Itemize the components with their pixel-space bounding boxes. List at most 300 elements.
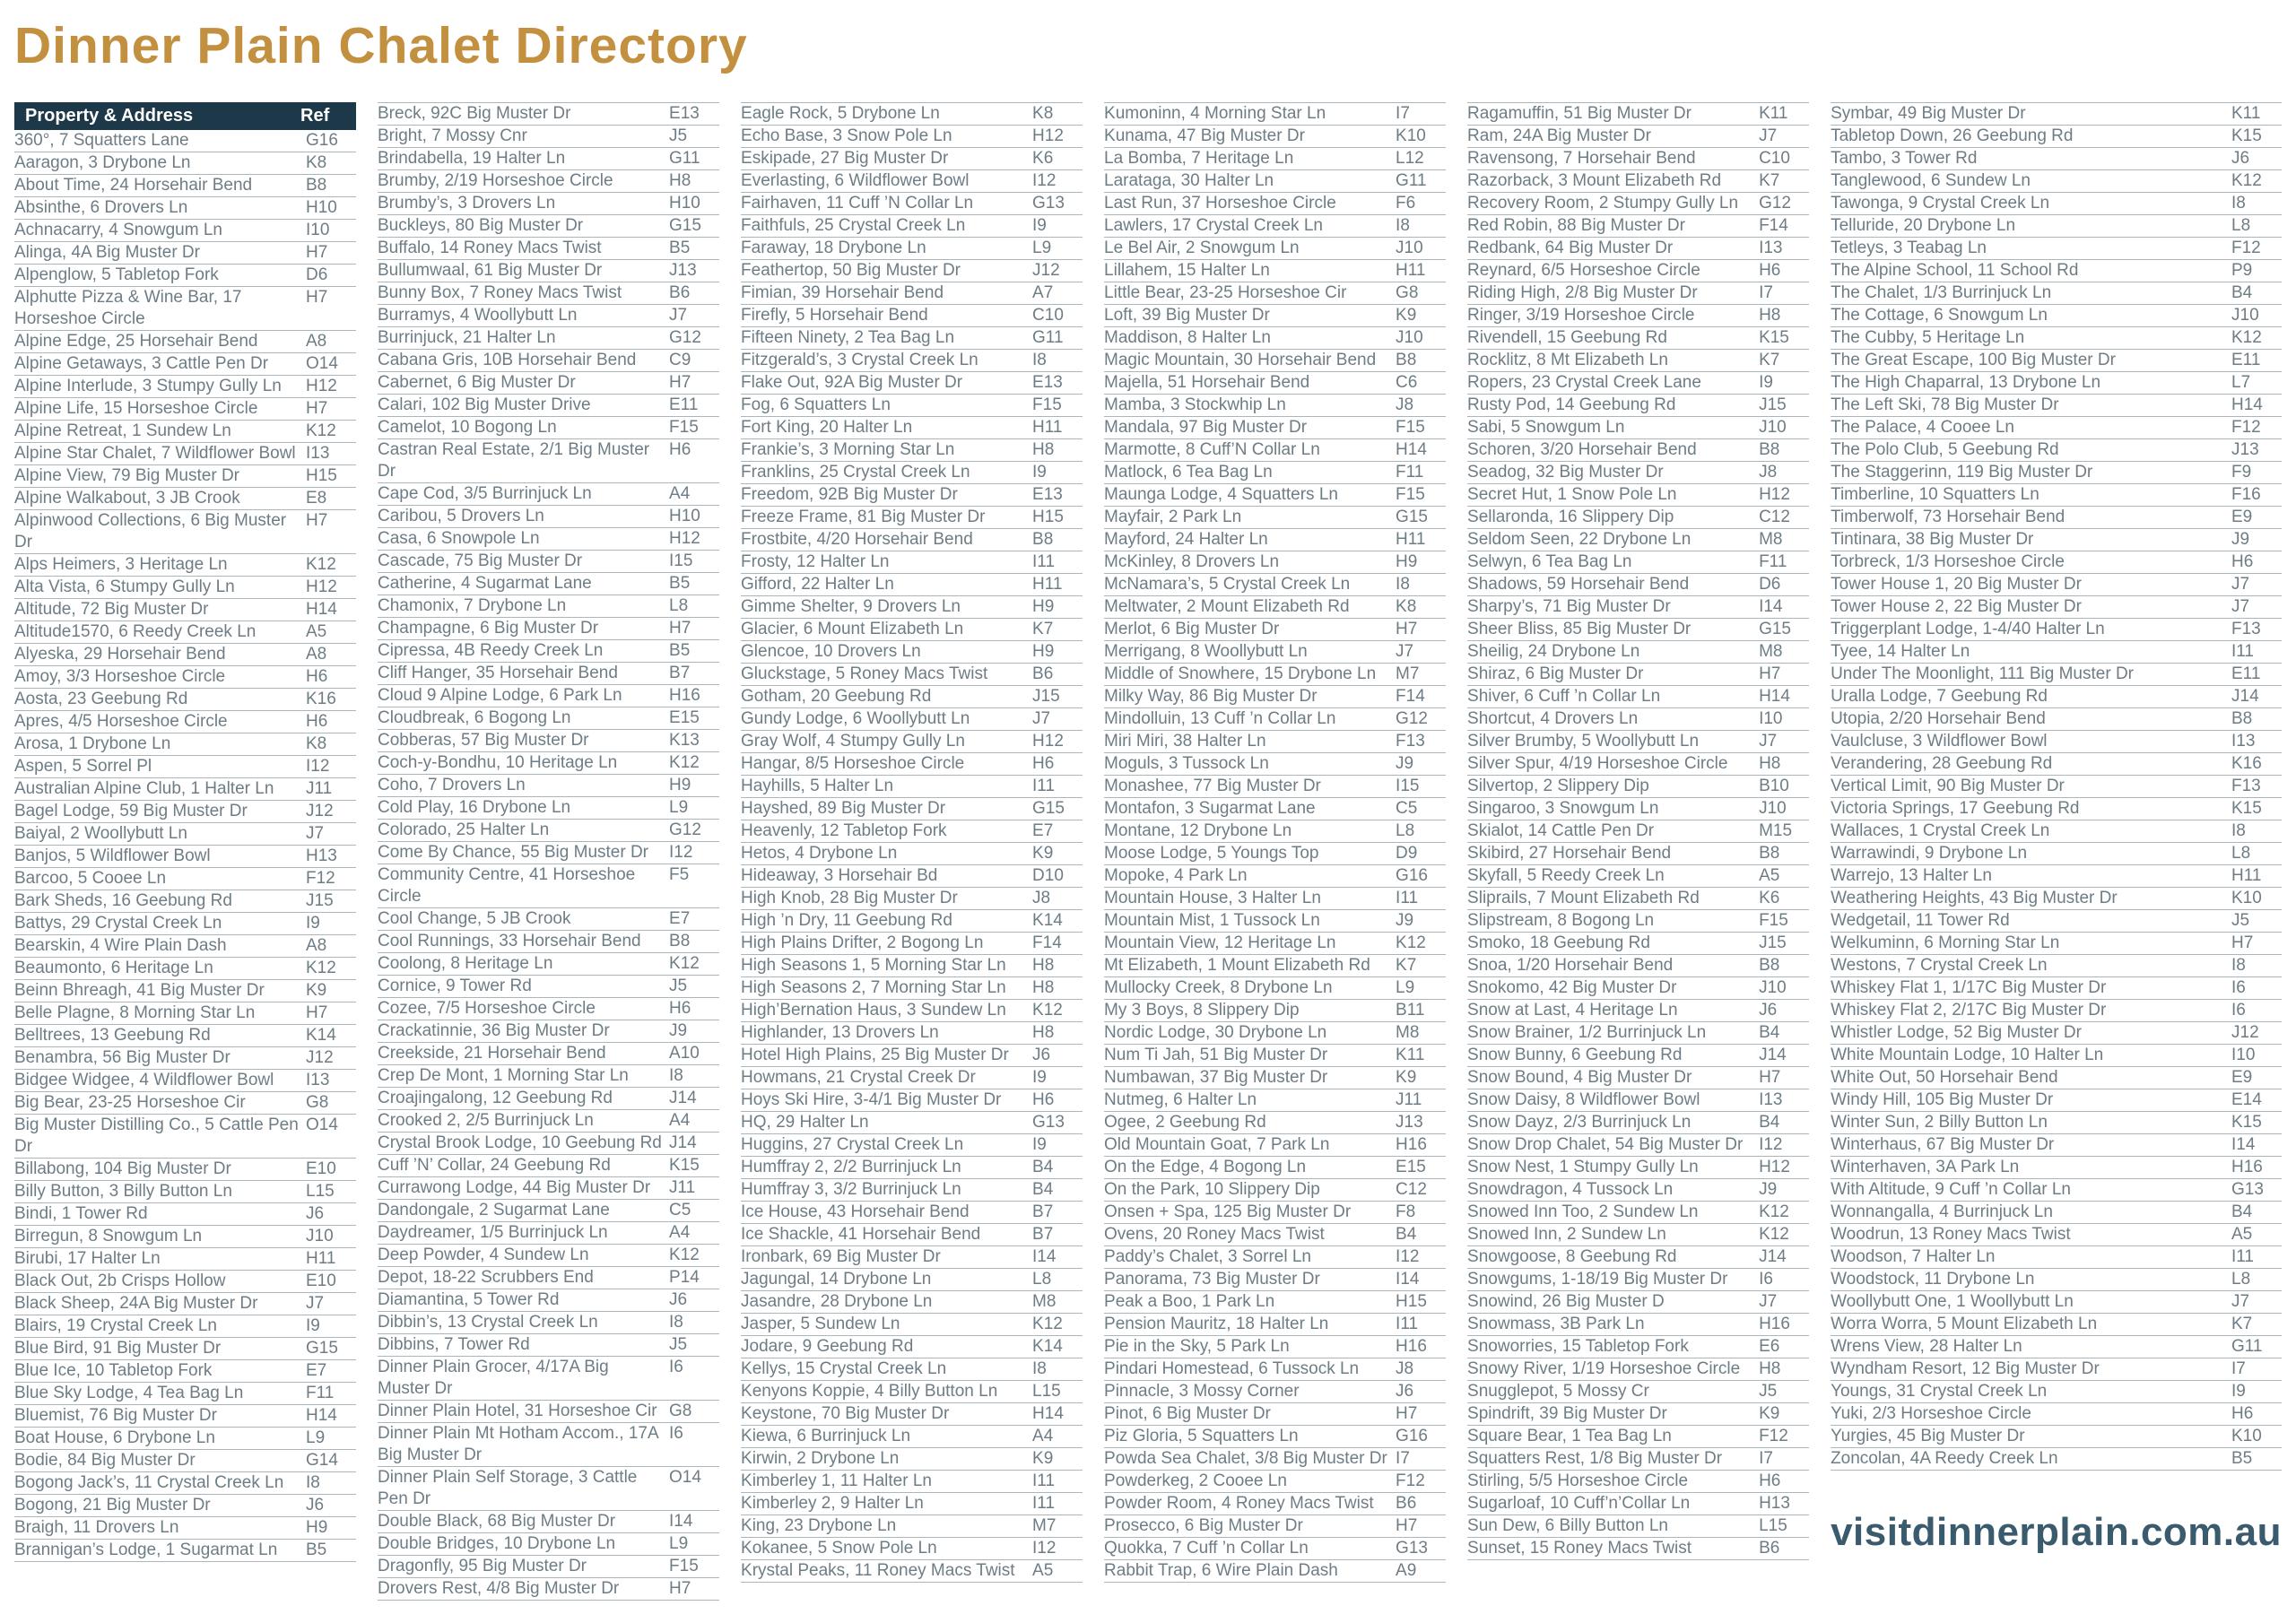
property-name: Sugarloaf, 10 Cuff’n’Collar Ln <box>1467 1494 1691 1513</box>
grid-ref: J7 <box>2231 1292 2250 1311</box>
directory-row <box>741 551 1083 574</box>
grid-ref: M7 <box>1032 1516 1057 1535</box>
directory-row <box>1831 753 2282 776</box>
property-name: Faraway, 18 Drybone Ln <box>741 239 926 257</box>
directory-row <box>378 148 719 170</box>
property-name: Wonnangalla, 4 Burrinjuck Ln <box>1831 1202 2053 1221</box>
grid-ref: H12 <box>1759 485 1790 504</box>
grid-ref: J15 <box>1759 395 1787 414</box>
directory-row <box>1467 484 1809 507</box>
property-name: High Plains Drifter, 2 Bogong Ln <box>741 933 984 952</box>
property-name: Wedgetail, 11 Tower Rd <box>1831 911 2010 930</box>
property-name: Snowgums, 1-18/19 Big Muster Dr <box>1467 1270 1728 1289</box>
property-name: Billy Button, 3 Billy Button Ln <box>14 1182 232 1201</box>
property-name: Cold Play, 16 Drybone Ln <box>378 798 571 817</box>
property-name: Tower House 1, 20 Big Muster Dr <box>1831 575 2082 594</box>
directory-row <box>1831 1134 2282 1157</box>
grid-ref: E13 <box>1032 485 1063 504</box>
grid-ref: L9 <box>669 798 689 817</box>
property-name: Snow Brainer, 1/2 Burrinjuck Ln <box>1467 1023 1707 1042</box>
grid-ref: H16 <box>2231 1158 2263 1176</box>
property-name: Snowed Inn, 2 Sundew Ln <box>1467 1225 1666 1244</box>
directory-row <box>378 864 719 908</box>
grid-ref: H7 <box>1396 1404 1418 1423</box>
grid-ref: J7 <box>1759 1292 1778 1311</box>
property-name: Whistler Lodge, 52 Big Muster Dr <box>1831 1023 2082 1042</box>
grid-ref: J12 <box>1032 261 1060 280</box>
directory-row <box>1831 1045 2282 1067</box>
grid-ref: L15 <box>1032 1382 1061 1401</box>
grid-ref: F13 <box>2231 620 2261 638</box>
grid-ref: H11 <box>1396 261 1426 280</box>
directory-row <box>1831 1112 2282 1134</box>
grid-ref: F9 <box>2231 463 2252 482</box>
directory-row <box>1831 103 2282 126</box>
grid-ref: H15 <box>1032 508 1064 526</box>
directory-row <box>1467 238 1809 260</box>
directory-row <box>1104 664 1446 686</box>
property-name: Hetos, 4 Drybone Ln <box>741 844 898 863</box>
directory-row <box>1104 260 1446 282</box>
grid-ref: I8 <box>1396 216 1410 235</box>
directory-row <box>14 1360 356 1383</box>
directory-row <box>741 1291 1083 1314</box>
directory-row <box>741 1134 1083 1157</box>
directory-row <box>378 752 719 775</box>
directory-row <box>741 1022 1083 1045</box>
grid-ref: H6 <box>2231 1404 2254 1423</box>
property-name: Marmotte, 8 Cuff’N Collar Ln <box>1104 440 1320 459</box>
property-name: Brindabella, 19 Halter Ln <box>378 149 566 168</box>
property-name: Frostbite, 4/20 Horsehair Bend <box>741 530 973 549</box>
property-name: Pension Mauritz, 18 Halter Ln <box>1104 1315 1329 1333</box>
directory-row <box>1467 1381 1809 1403</box>
property-name: Snow Bunny, 6 Geebung Rd <box>1467 1046 1683 1064</box>
grid-ref: J10 <box>1759 978 1787 997</box>
property-name: Bearskin, 4 Wire Plain Dash <box>14 936 227 955</box>
property-name: Milky Way, 86 Big Muster Dr <box>1104 687 1318 706</box>
directory-row <box>14 1383 356 1405</box>
directory-row <box>1467 327 1809 350</box>
directory-row <box>1104 1179 1446 1202</box>
property-name: Crystal Brook Lodge, 10 Geebung Rd <box>378 1133 662 1152</box>
grid-ref: I14 <box>1759 597 1783 616</box>
property-name: 360°, 7 Squatters Lane <box>14 131 189 150</box>
grid-ref: I13 <box>306 1071 330 1089</box>
grid-ref: I9 <box>1032 1135 1047 1154</box>
directory-row <box>1104 1538 1446 1560</box>
directory-row <box>741 507 1083 529</box>
property-name: Fimian, 39 Horsehair Bend <box>741 283 944 302</box>
directory-row <box>378 282 719 305</box>
grid-ref: A5 <box>2231 1225 2253 1244</box>
grid-ref: I9 <box>1032 463 1047 482</box>
grid-ref: K11 <box>1396 1046 1425 1064</box>
grid-ref: H8 <box>1032 1023 1055 1042</box>
directory-row <box>1831 1022 2282 1045</box>
grid-ref: E11 <box>669 395 699 414</box>
grid-ref: J10 <box>306 1227 334 1245</box>
directory-row <box>14 488 356 510</box>
directory-row <box>1467 664 1809 686</box>
directory-row <box>1467 1224 1809 1246</box>
directory-row <box>378 103 719 126</box>
property-name: Sellaronda, 16 Slippery Dip <box>1467 508 1674 526</box>
directory-row <box>378 238 719 260</box>
grid-ref: J15 <box>1759 933 1787 952</box>
property-name: King, 23 Drybone Ln <box>741 1516 897 1535</box>
directory-row <box>741 574 1083 596</box>
property-name: Alphutte Pizza & Wine Bar, 17 Horseshoe Circle <box>14 288 242 328</box>
property-name: Seadog, 32 Big Muster Dr <box>1467 463 1664 482</box>
grid-ref: A4 <box>669 484 691 503</box>
grid-ref: F15 <box>1396 418 1425 437</box>
property-name: Battys, 29 Crystal Creek Ln <box>14 914 222 933</box>
grid-ref: E9 <box>2231 1068 2253 1087</box>
property-name: Catherine, 4 Sugarmat Lane <box>378 574 592 593</box>
directory-row <box>1104 439 1446 462</box>
property-name: Bindi, 1 Tower Rd <box>14 1204 148 1223</box>
property-name: Nordic Lodge, 30 Drybone Ln <box>1104 1023 1327 1042</box>
property-name: Cipressa, 4B Reedy Creek Ln <box>378 641 604 660</box>
directory-row <box>741 933 1083 955</box>
property-name: Winterhaus, 67 Big Muster Dr <box>1831 1135 2055 1154</box>
directory-row <box>378 528 719 551</box>
directory-row <box>1831 439 2282 462</box>
property-name: High Seasons 2, 7 Morning Star Ln <box>741 978 1006 997</box>
property-name: Belle Plagne, 8 Morning Star Ln <box>14 1003 256 1022</box>
directory-row <box>1831 305 2282 327</box>
directory-row <box>378 417 719 439</box>
grid-ref: K12 <box>669 753 700 772</box>
directory-row <box>14 287 356 331</box>
grid-ref: I12 <box>1396 1247 1420 1266</box>
property-name: Victoria Springs, 17 Geebung Rd <box>1831 799 2080 818</box>
grid-ref: B8 <box>1759 844 1780 863</box>
property-name: Welkuminn, 6 Morning Star Ln <box>1831 933 2060 952</box>
property-name: Warrawindi, 9 Drybone Ln <box>1831 844 2028 863</box>
grid-ref: J5 <box>2231 911 2250 930</box>
directory-row <box>741 439 1083 462</box>
grid-ref: K10 <box>2231 1427 2262 1445</box>
grid-ref: H6 <box>1759 1471 1781 1490</box>
grid-ref: G12 <box>1396 709 1428 728</box>
directory-list <box>1467 102 1809 1560</box>
grid-ref: D10 <box>1032 866 1064 885</box>
property-name: Aaragon, 3 Drybone Ln <box>14 153 191 172</box>
directory-row <box>14 1428 356 1450</box>
property-name: Dinner Plain Self Storage, 3 Cattle Pen Dr <box>378 1468 638 1508</box>
grid-ref: L9 <box>669 1534 689 1553</box>
grid-ref: C12 <box>1759 508 1790 526</box>
directory-row <box>378 327 719 350</box>
grid-ref: G12 <box>669 820 701 839</box>
directory-row <box>378 372 719 395</box>
grid-ref: I12 <box>1759 1135 1783 1154</box>
directory-row <box>14 398 356 421</box>
directory-row <box>741 1246 1083 1269</box>
grid-ref: J8 <box>1396 395 1414 414</box>
directory-row <box>378 820 719 842</box>
directory-row <box>1831 1224 2282 1246</box>
grid-ref: H6 <box>669 440 691 459</box>
grid-ref: H16 <box>1396 1337 1427 1356</box>
directory-row <box>14 689 356 711</box>
directory-row <box>1467 1448 1809 1471</box>
grid-ref: J10 <box>1759 418 1787 437</box>
directory-columns <box>14 102 2282 1601</box>
grid-ref: H16 <box>1396 1135 1427 1154</box>
directory-row <box>1831 462 2282 484</box>
directory-row <box>1831 238 2282 260</box>
grid-ref: J5 <box>669 126 688 145</box>
grid-ref: I11 <box>1032 777 1056 795</box>
directory-row <box>1467 955 1809 977</box>
grid-ref: H13 <box>306 846 337 865</box>
directory-row <box>1104 238 1446 260</box>
grid-ref: K11 <box>1759 104 1788 123</box>
directory-row <box>1831 1381 2282 1403</box>
directory-row <box>14 621 356 644</box>
grid-ref: I9 <box>306 1316 320 1335</box>
grid-ref: G11 <box>1032 328 1064 347</box>
property-name: Community Centre, 41 Horseshoe Circle <box>378 865 636 906</box>
directory-row <box>1467 753 1809 776</box>
directory-row <box>1831 933 2282 955</box>
grid-ref: K11 <box>2231 104 2261 123</box>
directory-row <box>1104 865 1446 888</box>
grid-ref: A5 <box>306 622 327 641</box>
property-name: Deep Powder, 4 Sundew Ln <box>378 1245 589 1264</box>
property-name: Ice House, 43 Horsehair Bend <box>741 1202 970 1221</box>
directory-row <box>1467 843 1809 865</box>
property-name: Uralla Lodge, 7 Geebung Rd <box>1831 687 2048 706</box>
property-name: Gundy Lodge, 6 Woollybutt Ln <box>741 709 970 728</box>
directory-row <box>1104 1314 1446 1336</box>
grid-ref: G12 <box>1759 194 1791 213</box>
property-name: Cuff ’N’ Collar, 24 Geebung Rd <box>378 1156 611 1175</box>
property-name: Arosa, 1 Drybone Ln <box>14 734 171 753</box>
directory-row <box>1467 910 1809 933</box>
property-name: Feathertop, 50 Big Muster Dr <box>741 261 961 280</box>
directory-row <box>1467 103 1809 126</box>
directory-row <box>741 484 1083 507</box>
grid-ref: L8 <box>669 596 689 615</box>
property-name: The Chalet, 1/3 Burrinjuck Ln <box>1831 283 2052 302</box>
grid-ref: H8 <box>1032 956 1055 975</box>
property-name: Shiver, 6 Cuff ’n Collar Ln <box>1467 687 1661 706</box>
grid-ref: I8 <box>1032 1359 1047 1378</box>
grid-ref: K14 <box>1032 911 1063 930</box>
directory-row <box>378 193 719 215</box>
directory-row <box>1467 686 1809 708</box>
property-name: Snokomo, 42 Big Muster Dr <box>1467 978 1677 997</box>
grid-ref: I8 <box>2231 194 2246 213</box>
property-name: Square Bear, 1 Tea Bag Ln <box>1467 1427 1672 1445</box>
grid-ref: I8 <box>2231 821 2246 840</box>
grid-ref: F14 <box>1032 933 1062 952</box>
property-name: My 3 Boys, 8 Slippery Dip <box>1104 1001 1300 1020</box>
directory-row <box>14 1450 356 1472</box>
grid-ref: G15 <box>1759 620 1791 638</box>
property-name: Sunset, 15 Roney Macs Twist <box>1467 1539 1692 1558</box>
property-name: Snow at Last, 4 Heritage Ln <box>1467 1001 1678 1020</box>
property-name: Alpine Interlude, 3 Stumpy Gully Ln <box>14 377 282 395</box>
grid-ref: L9 <box>1032 239 1052 257</box>
property-name: Depot, 18-22 Scrubbers End <box>378 1268 594 1287</box>
grid-ref: K15 <box>669 1156 700 1175</box>
grid-ref: I12 <box>1032 1539 1057 1558</box>
grid-ref: K6 <box>1759 889 1780 907</box>
directory-row <box>1104 350 1446 372</box>
directory-row <box>1467 1538 1809 1560</box>
grid-ref: H12 <box>1759 1158 1790 1176</box>
grid-ref: I12 <box>1032 171 1057 190</box>
property-name: Little Bear, 23-25 Horseshoe Cir <box>1104 283 1347 302</box>
property-name: With Altitude, 9 Cuff ’n Collar Ln <box>1831 1180 2071 1199</box>
directory-row <box>1831 977 2282 1000</box>
directory-row <box>378 998 719 1020</box>
directory-row <box>378 1289 719 1312</box>
directory-row <box>1467 619 1809 641</box>
directory-row <box>14 1092 356 1115</box>
property-name: Kokanee, 5 Snow Pole Ln <box>741 1539 937 1558</box>
grid-ref: F13 <box>2231 777 2261 795</box>
directory-row <box>1467 282 1809 305</box>
property-name: Altitude1570, 6 Reedy Creek Ln <box>14 622 257 641</box>
directory-row <box>14 1159 356 1181</box>
directory-row <box>1104 910 1446 933</box>
directory-row <box>378 1155 719 1177</box>
directory-row <box>378 1578 719 1601</box>
grid-ref: A4 <box>669 1111 691 1130</box>
grid-ref: J11 <box>669 1178 696 1197</box>
property-name: Shadows, 59 Horsehair Bend <box>1467 575 1690 594</box>
property-name: Ogee, 2 Geebung Rd <box>1104 1113 1266 1132</box>
grid-ref: J5 <box>669 976 688 995</box>
table-header-ref: Ref <box>300 106 330 126</box>
grid-ref: K15 <box>2231 126 2262 145</box>
directory-row <box>14 175 356 197</box>
property-name: Bogong, 21 Big Muster Dr <box>14 1496 211 1515</box>
grid-ref: I13 <box>2231 732 2256 751</box>
property-name: Echo Base, 3 Snow Pole Ln <box>741 126 952 145</box>
directory-row <box>14 1517 356 1540</box>
property-name: Coolong, 8 Heritage Ln <box>378 954 553 973</box>
directory-row <box>1467 596 1809 619</box>
property-name: The Staggerinn, 119 Big Muster Dr <box>1831 463 2093 482</box>
property-name: Aosta, 23 Geebung Rd <box>14 690 188 708</box>
property-name: HQ, 29 Halter Ln <box>741 1113 869 1132</box>
grid-ref: L12 <box>1396 149 1424 168</box>
property-name: Middle of Snowhere, 15 Drybone Ln <box>1104 664 1377 683</box>
property-name: Bright, 7 Mossy Cnr <box>378 126 527 145</box>
directory-row <box>1104 619 1446 641</box>
grid-ref: J11 <box>1396 1090 1422 1109</box>
property-name: Skibird, 27 Horsehair Bend <box>1467 844 1672 863</box>
property-name: Hayshed, 89 Big Muster Dr <box>741 799 946 818</box>
grid-ref: G16 <box>1396 1427 1428 1445</box>
property-name: Lawlers, 17 Crystal Creek Ln <box>1104 216 1323 235</box>
property-name: Merrigang, 8 Woollybutt Ln <box>1104 642 1308 661</box>
property-name: Nutmeg, 6 Halter Ln <box>1104 1090 1257 1109</box>
property-name: Torbreck, 1/3 Horseshoe Circle <box>1831 552 2065 571</box>
grid-ref: M8 <box>1759 642 1783 661</box>
grid-ref: I8 <box>2231 956 2246 975</box>
grid-ref: G8 <box>306 1093 329 1112</box>
directory-row <box>378 1533 719 1556</box>
property-name: Bunny Box, 7 Roney Macs Twist <box>378 283 622 302</box>
directory-row <box>14 1025 356 1047</box>
directory-row <box>1104 686 1446 708</box>
directory-row <box>1467 1045 1809 1067</box>
property-name: Diamantina, 5 Tower Rd <box>378 1290 560 1309</box>
grid-ref: P9 <box>2231 261 2253 280</box>
grid-ref: H8 <box>669 171 691 190</box>
grid-ref: C10 <box>1032 306 1064 325</box>
property-name: The Palace, 4 Cooee Ln <box>1831 418 2014 437</box>
property-name: Snugglepot, 5 Mossy Cr <box>1467 1382 1649 1401</box>
grid-ref: J13 <box>669 261 697 280</box>
directory-row <box>741 260 1083 282</box>
directory-row <box>14 353 356 376</box>
directory-row <box>741 305 1083 327</box>
property-name: Burrinjuck, 21 Halter Ln <box>378 328 556 347</box>
directory-row <box>378 126 719 148</box>
directory-row <box>741 753 1083 776</box>
directory-row <box>1467 731 1809 753</box>
property-name: Kenyons Koppie, 4 Billy Button Ln <box>741 1382 998 1401</box>
directory-row <box>14 265 356 287</box>
property-name: Spindrift, 39 Big Muster Dr <box>1467 1404 1667 1423</box>
property-name: The Cottage, 6 Snowgum Ln <box>1831 306 2048 325</box>
property-name: Singaroo, 3 Snowgum Ln <box>1467 799 1659 818</box>
property-name: Vaulcluse, 3 Wildflower Bowl <box>1831 732 2048 751</box>
grid-ref: H14 <box>2231 395 2263 414</box>
property-name: Selwyn, 6 Tea Bag Ln <box>1467 552 1632 571</box>
grid-ref: L15 <box>1759 1516 1787 1535</box>
grid-ref: A8 <box>306 936 327 955</box>
property-name: Jagungal, 14 Drybone Ln <box>741 1270 932 1289</box>
directory-row <box>1831 1089 2282 1112</box>
directory-row <box>1831 215 2282 238</box>
directory-row <box>741 462 1083 484</box>
grid-ref: H6 <box>2231 552 2254 571</box>
directory-row <box>1467 462 1809 484</box>
property-name: Humffray 2, 2/2 Burrinjuck Ln <box>741 1158 961 1176</box>
grid-ref: I14 <box>1032 1247 1057 1266</box>
property-name: Tambo, 3 Tower Rd <box>1831 149 1978 168</box>
grid-ref: K12 <box>1759 1202 1789 1221</box>
property-name: The Left Ski, 78 Big Muster Dr <box>1831 395 2059 414</box>
directory-row <box>1831 865 2282 888</box>
grid-ref: K13 <box>669 731 700 750</box>
directory-row <box>14 1203 356 1226</box>
directory-row <box>1467 1493 1809 1515</box>
grid-ref: B4 <box>1032 1180 1054 1199</box>
grid-ref: H9 <box>1032 597 1055 616</box>
grid-ref: E11 <box>2231 351 2261 369</box>
property-name: Zoncolan, 4A Reedy Creek Ln <box>1831 1449 2058 1468</box>
property-name: Seldom Seen, 22 Drybone Ln <box>1467 530 1692 549</box>
directory-row <box>14 778 356 801</box>
directory-row <box>1104 462 1446 484</box>
grid-ref: J7 <box>306 824 325 843</box>
directory-row <box>14 465 356 488</box>
directory-row <box>1467 888 1809 910</box>
property-name: High’Bernation Haus, 3 Sundew Ln <box>741 1001 1006 1020</box>
directory-row <box>741 1202 1083 1224</box>
